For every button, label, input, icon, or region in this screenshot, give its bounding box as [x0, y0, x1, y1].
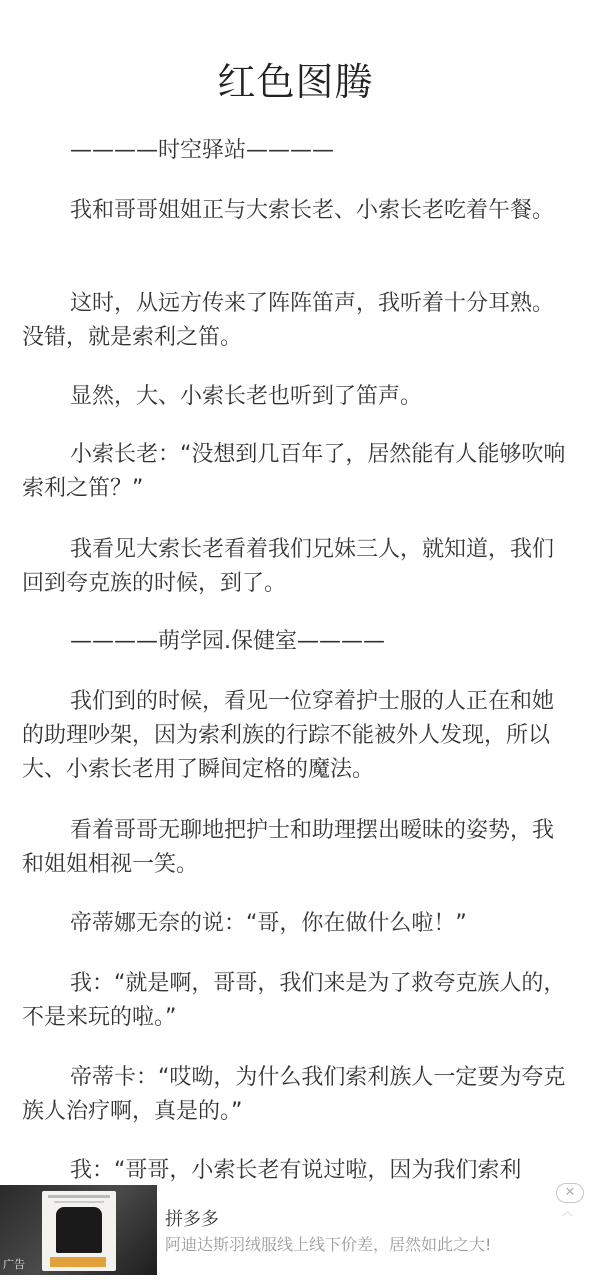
ad-banner[interactable] [0, 1185, 591, 1280]
ad-source[interactable]: 拼多多 [165, 1209, 219, 1230]
section-heading: ————萌学园.保健室———— [70, 629, 385, 654]
paragraph: 帝蒂娜无奈的说：“哥，你在做什么啦！” [70, 911, 467, 936]
paragraph: 这时，从远方传来了阵阵笛声，我听着十分耳熟。没错，就是索利之笛。 [22, 291, 555, 350]
jacket-image [56, 1207, 102, 1253]
ad-image[interactable] [0, 1185, 157, 1275]
article-title: 红色图腾 [217, 60, 374, 104]
chevron-up-icon[interactable]: ︿ [562, 1205, 573, 1218]
ad-description[interactable]: 阿迪达斯羽绒服线上线下价差，居然如此之大! [165, 1235, 492, 1254]
paragraph: 我看见大索长老看着我们兄妹三人，就知道，我们回到夸克族的时候，到了。 [22, 537, 555, 596]
section-heading: ————时空驿站———— [70, 138, 335, 163]
paragraph: 我：“哥哥，小索长老有说过啦，因为我们索利 [70, 1158, 522, 1183]
paragraph: 我们到的时候，看见一位穿着护士服的人正在和她的助理吵架，因为索利族的行踪不能被外人发现，所以大、小索长老用了瞬间定格的魔法。 [22, 689, 555, 782]
close-icon[interactable]: ✕ [556, 1183, 584, 1203]
paragraph: 看着哥哥无聊地把护士和助理摆出暧昧的姿势，我和姐姐相视一笑。 [22, 818, 555, 877]
paragraph: 小索长老：“没想到几百年了，居然能有人能够吹响索利之笛？” [22, 442, 566, 501]
paragraph: 显然，大、小索长老也听到了笛声。 [70, 384, 423, 409]
ad-tag: 广告 [3, 1258, 25, 1271]
paragraph: 我：“就是啊，哥哥，我们来是为了救夸克族人的，不是来玩的啦。” [22, 971, 566, 1030]
paragraph: 我和哥哥姐姐正与大索长老、小索长老吃着午餐。 [70, 198, 555, 223]
paragraph: 帝蒂卡：“哎呦，为什么我们索利族人一定要为夸克族人治疗啊，真是的。” [22, 1065, 566, 1124]
ad-product-card [42, 1191, 116, 1271]
ad-price-tag [50, 1257, 106, 1267]
